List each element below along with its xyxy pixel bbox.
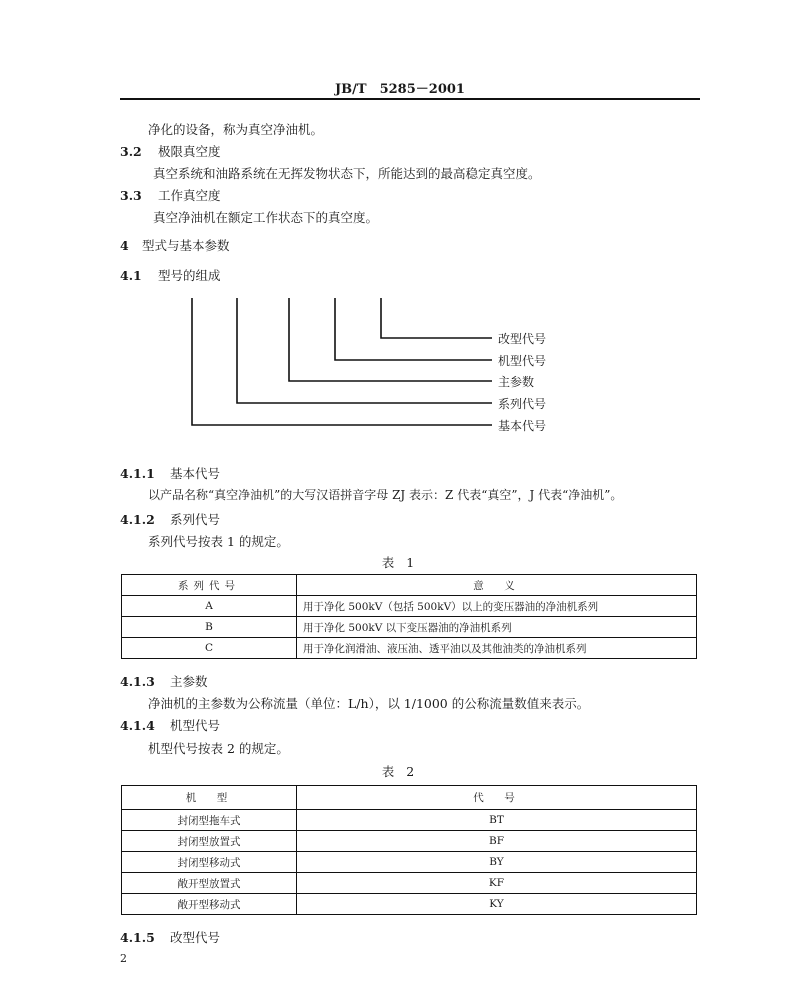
table-cell-code: KF [297, 873, 697, 894]
connector-line-main-param [289, 298, 492, 381]
diagram-label-modification-code: 改型代号 [498, 332, 547, 346]
section-3-2-text: 真空系统和油路系统在无挥发物状态下，所能达到的最高稳定真空度。 [153, 166, 541, 181]
table-cell-code: A [122, 596, 297, 617]
table-cell-code: KY [297, 894, 697, 915]
section-4-1-3-heading [120, 672, 208, 690]
diagram-label-main-parameter: 主参数 [498, 375, 535, 389]
section-number: 4.1.3 [120, 674, 155, 689]
table-cell-code: B [122, 617, 297, 638]
section-title: 机型代号 [170, 718, 221, 733]
table-cell-machine-type: 封闭型放置式 [122, 831, 297, 852]
diagram-label-machine-type-code: 机型代号 [498, 354, 547, 368]
section-title: 型式与基本参数 [142, 238, 230, 253]
page-number: 2 [120, 952, 127, 965]
table-2-caption: 表 2 [381, 764, 419, 779]
section-number: 4.1.4 [120, 718, 155, 733]
table-row [122, 596, 697, 617]
diagram-label-series-code: 系列代号 [498, 397, 547, 411]
table-cell-meaning: 用于净化 500kV（包括 500kV）以上的变压器油的净油机系列 [297, 596, 697, 617]
table-cell-machine-type: 封闭型拖车式 [122, 810, 297, 831]
connector-line-series [237, 298, 492, 403]
section-title: 型号的组成 [158, 268, 221, 283]
table-cell-code: BT [297, 810, 697, 831]
connector-line-modification [381, 298, 492, 338]
table-header-row [122, 786, 697, 810]
section-4-1-1-heading [120, 464, 220, 482]
section-number: 4.1.2 [120, 512, 155, 527]
table-row [122, 810, 697, 831]
section-3-3-text: 真空净油机在额定工作状态下的真空度。 [153, 210, 379, 225]
section-4-1-1-text: 以产品名称“真空净油机”的大写汉语拼音字母 ZJ 表示：Z 代表“真空”，J 代表“净油机”。 [148, 488, 623, 502]
section-title: 主参数 [170, 674, 208, 689]
table-cell-machine-type: 封闭型移动式 [122, 852, 297, 873]
section-number: 4.1.1 [120, 466, 155, 481]
table-row [122, 617, 697, 638]
section-4-1-4-text: 机型代号按表 2 的规定。 [148, 741, 289, 756]
section-number: 4.1.5 [120, 930, 155, 945]
table-1-caption: 表 1 [381, 555, 419, 570]
section-number: 3.2 [120, 144, 142, 159]
table-2 [121, 785, 697, 915]
section-4-1-5-heading [120, 928, 220, 946]
section-title: 改型代号 [170, 930, 221, 945]
table-cell-meaning: 用于净化 500kV 以下变压器油的净油机系列 [297, 617, 697, 638]
table-header-cell: 机 型 [122, 786, 297, 810]
section-4-1-2-text: 系列代号按表 1 的规定。 [148, 534, 289, 549]
table-header-row [122, 575, 697, 596]
table-row [122, 852, 697, 873]
table-header-cell: 意 义 [297, 575, 697, 596]
continuation-text: 净化的设备，称为真空净油机。 [148, 122, 324, 137]
section-number: 4 [120, 238, 129, 253]
section-title: 极限真空度 [158, 144, 221, 159]
section-number: 4.1 [120, 268, 142, 283]
table-cell-machine-type: 敞开型放置式 [122, 873, 297, 894]
section-number: 3.3 [120, 188, 142, 203]
table-header-cell: 代 号 [297, 786, 697, 810]
table-cell-code: C [122, 638, 297, 659]
table-header-cell: 系列代号 [122, 575, 297, 596]
section-title: 系列代号 [170, 512, 221, 527]
table-1 [121, 574, 697, 659]
section-title: 基本代号 [170, 466, 221, 481]
table-cell-meaning: 用于净化润滑油、液压油、透平油以及其他油类的净油机系列 [297, 638, 697, 659]
diagram-label-basic-code: 基本代号 [498, 419, 547, 433]
connector-line-machine-type [335, 298, 492, 360]
table-cell-machine-type: 敞开型移动式 [122, 894, 297, 915]
table-row [122, 873, 697, 894]
section-4-1-4-heading [120, 716, 220, 734]
table-cell-code: BF [297, 831, 697, 852]
table-row [122, 638, 697, 659]
section-4-1-3-text: 净油机的主参数为公称流量（单位：L/h），以 1/1000 的公称流量数值来表示。 [148, 696, 590, 711]
table-cell-code: BY [297, 852, 697, 873]
model-code-diagram [0, 0, 800, 460]
section-title: 工作真空度 [158, 188, 221, 203]
table-row [122, 894, 697, 915]
document-code-header: JB/T 5285－2001 [335, 82, 465, 97]
section-4-1-2-heading [120, 510, 220, 528]
table-row [122, 831, 697, 852]
